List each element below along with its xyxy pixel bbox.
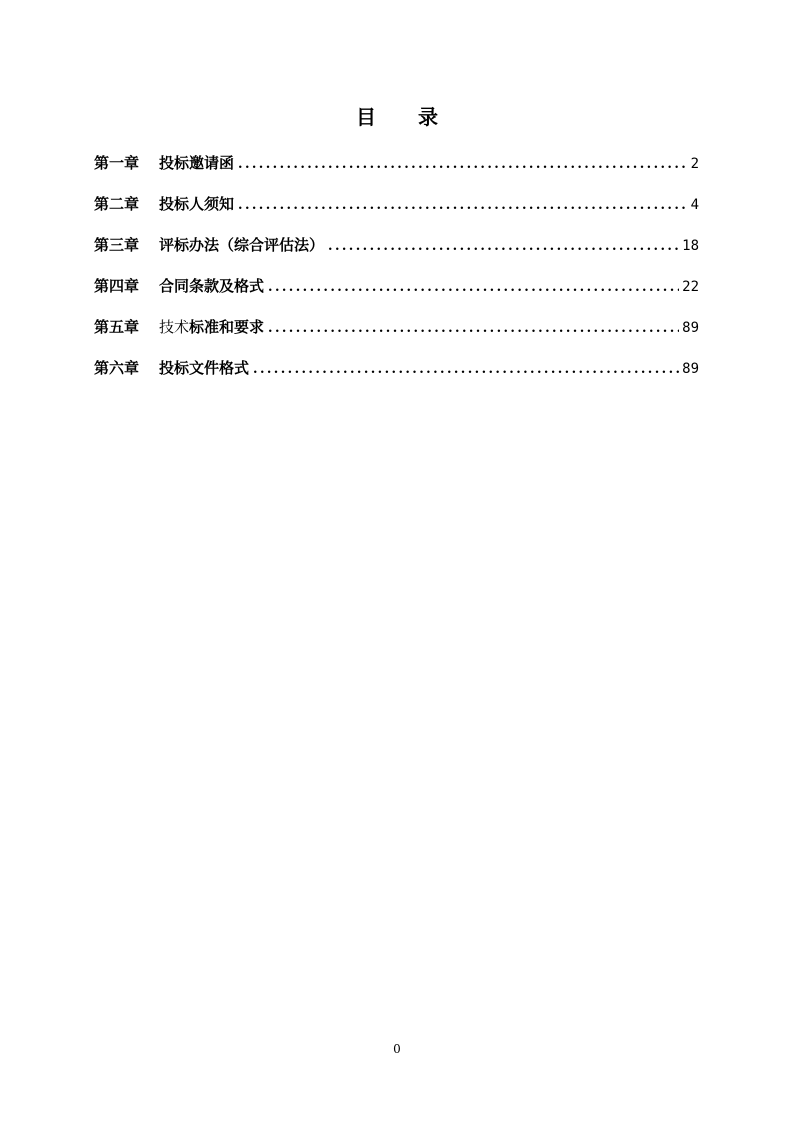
footer-page-number: 0 — [393, 1042, 401, 1056]
toc-chapter: 第三章 — [94, 236, 140, 254]
toc-title-text: 投标文件格式 — [159, 359, 250, 377]
toc-chapter: 第一章 — [94, 154, 140, 172]
toc-title — [159, 234, 324, 256]
table-of-contents — [94, 152, 699, 398]
toc-title — [159, 357, 249, 379]
toc-title-text: 投标人须知 — [159, 195, 235, 213]
toc-title-text: 评标办法（综合评估法） — [159, 236, 325, 254]
toc-title — [159, 193, 234, 215]
toc-chapter: 第二章 — [94, 195, 140, 213]
toc-chapter: 第六章 — [94, 359, 140, 377]
toc-page-number: 22 — [682, 279, 699, 295]
toc-title-text: 合同条款及格式 — [159, 277, 265, 295]
toc-chapter: 第五章 — [94, 318, 140, 336]
toc-leader-dots — [238, 154, 688, 176]
toc-entry-1[interactable] — [94, 152, 699, 193]
toc-title — [159, 275, 264, 297]
toc-page-number: 89 — [682, 361, 699, 377]
toc-entry-5[interactable] — [94, 316, 699, 357]
toc-title-prefix: 技术 — [159, 318, 190, 336]
toc-entry-3[interactable] — [94, 234, 699, 275]
toc-chapter: 第四章 — [94, 277, 140, 295]
toc-leader-dots — [268, 318, 679, 340]
toc-leader-dots — [328, 236, 679, 258]
toc-entry-2[interactable] — [94, 193, 699, 234]
toc-leader-dots — [268, 277, 679, 299]
toc-entry-6[interactable] — [94, 357, 699, 398]
toc-title-text: 标准和要求 — [189, 318, 265, 336]
toc-title — [159, 316, 264, 338]
toc-leader-dots — [253, 359, 679, 381]
toc-leader-dots — [238, 195, 688, 217]
toc-title — [159, 152, 234, 174]
toc-title-text: 投标邀请函 — [159, 154, 235, 172]
toc-page-number: 2 — [690, 156, 699, 172]
toc-entry-4[interactable] — [94, 275, 699, 316]
toc-page-number: 4 — [690, 197, 699, 213]
toc-page-number: 18 — [682, 238, 699, 254]
toc-page-number: 89 — [682, 320, 699, 336]
page-title: 目录 — [356, 105, 480, 129]
